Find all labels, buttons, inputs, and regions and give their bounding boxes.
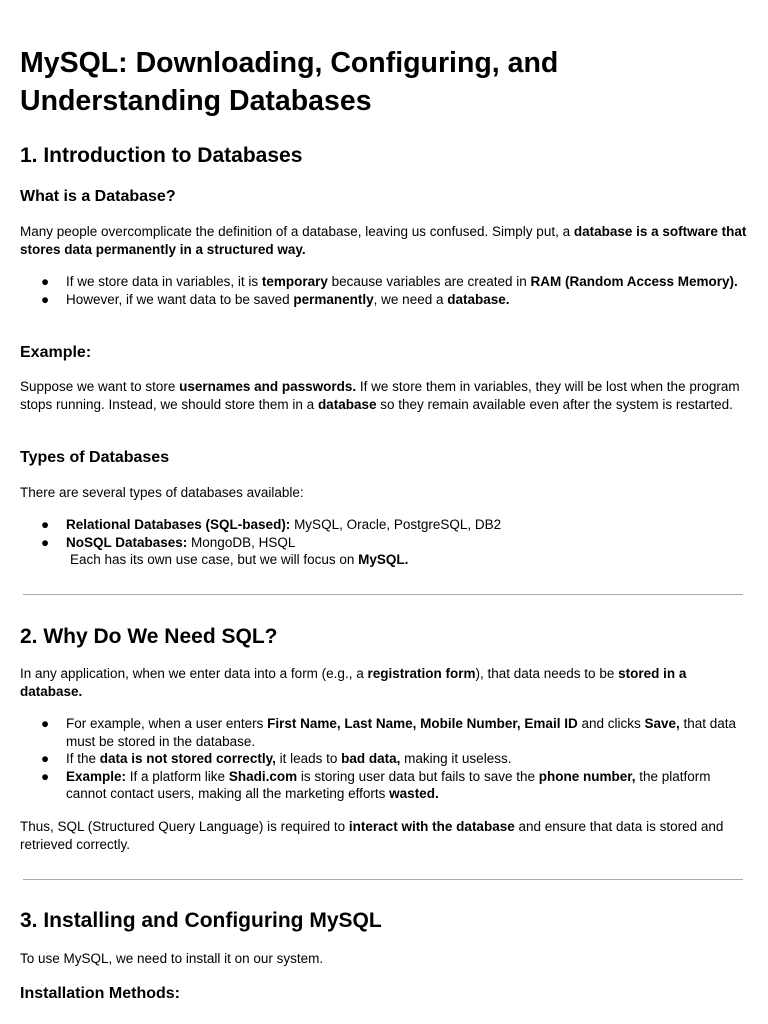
section-divider (23, 879, 743, 880)
what-is-database-heading: What is a Database? (20, 188, 176, 205)
example-heading: Example: (20, 344, 92, 361)
list-item: ● If the data is not stored correctly, it leads to bad data, making it useless. (41, 751, 512, 767)
example-paragraph: Suppose we want to store usernames and passwords. If we store them in variables, they will be lost when the program stops running. Instead, we should store them in a database so they remain available even after the system is restarted. (20, 379, 740, 412)
types-intro-paragraph: There are several types of databases available: (20, 485, 304, 500)
list-item: ● NoSQL Databases: MongoDB, HSQL (41, 534, 296, 550)
list-item: ● For example, when a user enters First Name, Last Name, Mobile Number, Email ID and clicks Save, that data must be stored in the database. (41, 716, 737, 749)
section-1-heading: 1. Introduction to Databases (20, 144, 303, 167)
types-of-databases-heading: Types of Databases (20, 449, 170, 466)
list-item: ● Relational Databases (SQL-based): MySQL, Oracle, PostgreSQL, DB2 (41, 517, 502, 532)
section-2-heading: 2. Why Do We Need SQL? (20, 625, 278, 648)
list-item: ● If we store data in variables, it is temporary because variables are created in RAM (Random Access Memory). (41, 274, 738, 289)
types-note: Each has its own use case, but we will focus on MySQL. (70, 552, 409, 567)
section-3-heading: 3. Installing and Configuring MySQL (20, 909, 382, 932)
install-intro-paragraph: To use MySQL, we need to install it on our system. (20, 951, 324, 966)
installation-methods-heading: Installation Methods: (20, 985, 180, 1002)
database-bullets (20, 273, 748, 308)
list-item: ● Example: If a platform like Shadi.com is storing user data but fails to save the phone number, the platform cannot contact users, making all the marketing efforts wasted. (41, 768, 711, 802)
database-types-list (20, 516, 748, 551)
sql-need-paragraph: In any application, when we enter data into a form (e.g., a registration form), that data needs to be stored in a database. (20, 666, 687, 699)
database-definition-paragraph: Many people overcomplicate the definition of a database, leaving us confused. Simply put, a database is a software that stores data permanently in a structured way. (20, 224, 747, 257)
list-item: ● However, if we want data to be saved permanently, we need a database. (41, 291, 510, 307)
section-divider (23, 594, 743, 595)
document-title: MySQL: Downloading, Configuring, and Understanding Databases (20, 47, 559, 117)
sql-conclusion-paragraph: Thus, SQL (Structured Query Language) is required to interact with the database and ensure that data is stored and retrieved correctly. (20, 819, 724, 852)
sql-need-bullets (20, 715, 748, 803)
